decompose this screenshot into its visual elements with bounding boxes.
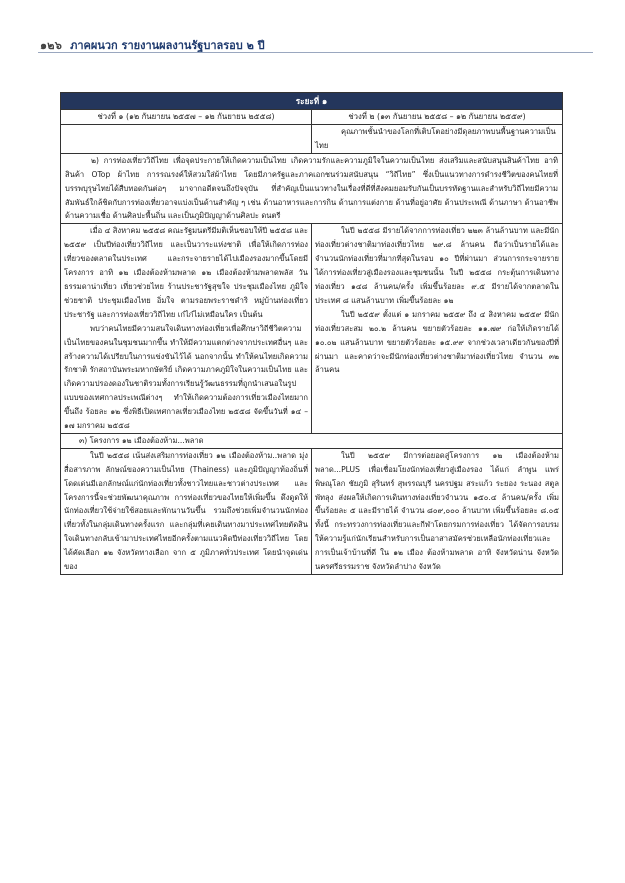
- period1-header: ช่วงที่ ๑ (๑๒ กันยายน ๒๕๕๗ – ๑๒ กันยายน ๒๕๕๘): [61, 110, 312, 125]
- item3-col1-para1: ในปี ๒๕๕๘ เน้นส่งเสริมการท่องเที่ยว ๑๒ เมืองต้องห้าม..พลาด มุ่งสื่อสารภาพ ลักษณ์ของความเป็นไทย (Thainess) และภูมิปัญญาท้องถิ่นที่โดดเด่นมีเอกลักษณ์แก่นักท่องเที่ยวทั้งชาวไทยและชาวต่างประเทศ และโครงการนี้จะช่วยพัฒนาคุณภาพ การท่องเที่ยวของไทยให้เพิ่มขึ้น ดึงดูดให้นักท่องเที่ยวใช้จ่ายใช้สอยและพักนานวันขึ้น รวมถึงช่วยเพิ่มจำนวนนักท่องเที่ยวทั้งในกลุ่มเดินทางครั้งแรก และกลุ่มที่เคยเดินทางมาประเทศไทยตัดสินใจเดินทางกลับเข้ามาประเทศไทยอีกครั้งตามแนวคิดปีท่องเที่ยววิถีไทย โดยได้คัดเลือก ๑๒ จังหวัดทางเลือก จาก ๕ ภูมิภาคทั่วประเทศ โดยนำจุดเด่นของ: [64, 450, 308, 572]
- row1-col1-cell: [61, 125, 312, 154]
- item2-col1-para1: เมื่อ ๔ สิงหาคม ๒๕๕๘ คณะรัฐมนตรีมีมติเห็นชอบให้ปี ๒๕๕๘ และ ๒๕๕๙ เป็นปีท่องเที่ยววิถีไทย และเป็นวาระแห่งชาติ เพื่อให้เกิดการท่องเที่ยวของตลาดในประเทศ และกระจายรายได้ไปเมืองรองมากขึ้นโดยมีโครงการ อาทิ ๑๒ เมืองต้องห้ามพลาด ๑๒ เมืองต้องห้ามพลาดพลัส วันธรรมดาน่าเที่ยว เที่ยวช่วยไทย ร้านประชารัฐสุขใจ ประชุมเมืองไทย ภูมิใจช่วยชาติ ประชุมเมืองไทย อิ่มใจ ตามรอยพระราชดำริ หมู่บ้านท่องเที่ยวประชารัฐ และการท่องเที่ยววิถีไทย เก๋ไก๋ไม่เหมือนใคร เป็นต้น: [64, 226, 308, 319]
- row1-col2-text: คุณภาพชั้นนำของโลกที่เติบโตอย่างมีดุลยภาพบนพื้นฐานความเป็นไทย: [315, 127, 556, 150]
- row1-col2-cell: [312, 125, 563, 154]
- item2-heading-cell: [61, 153, 563, 224]
- page-number: ๑๒๖: [40, 39, 63, 52]
- item3-col2-para1: ในปี ๒๕๕๙ มีการต่อยอดสู่โครงการ ๑๒ เมืองต้องห้ามพลาด...PLUS เพื่อเชื่อมโยงนักท่องเที่ยวสู่เมืองรอง ได้แก่ ลำพูน แพร่ พิษณุโลก ชัยภูมิ สุรินทร์ สุพรรณบุรี นครปฐม สระแก้ว ระยอง ระนอง สตูล พัทลุง ส่งผลให้เกิดการเดินทางท่องเที่ยวจำนวน ๑๕๐.๔ ล้านคน/ครั้ง เพิ่มขึ้นร้อยละ ๕ และมีรายได้ จำนวน ๘๐๙,๐๐๐ ล้านบาท เพิ่มขึ้นร้อยละ ๘.๐๕ ทั้งนี้ กระทรวงการท่องเที่ยวและกีฬาโดยกรมการท่องเที่ยว ได้จัดการอบรมให้ความรู้แก่นักเรียนสำหรับการเป็นอาสาสมัครช่วยเหลือนักท่องเที่ยวและการเป็นเจ้าบ้านที่ดี ใน ๑๒ เมือง ต้องห้ามพลาด อาทิ จังหวัดน่าน จังหวัดนครศรีธรรมราช จังหวัดลำปาง จังหวัด: [315, 450, 559, 572]
- header-divider: [38, 52, 593, 53]
- item3-heading-cell: [61, 433, 563, 448]
- item2-col2-para1: ในปี ๒๕๕๘ มีรายได้จากการท่องเที่ยว ๒๒๓ ล้านล้านบาท และมีนักท่องเที่ยวต่างชาติมาท่องเที่ยวไทย ๒๙.๘ ล้านคน ถือว่าเป็นรายได้และจำนวนนักท่องเที่ยวที่มากที่สุดในรอบ ๑๐ ปีที่ผ่านมา ส่วนการกระจายรายได้การท่องเที่ยวสู่เมืองรองและชุมชนนั้น ในปี ๒๕๕๘ กระตุ้นการเดินทางท่องเที่ยว ๑๔๘ ล้านคน/ครั้ง เพิ่มขึ้นร้อยละ ๙.๕ มีรายได้จากตลาดในประเทศ ๘ แสนล้านบาท เพิ่มขึ้นร้อยละ ๑๒: [315, 226, 559, 305]
- item3-col2-cell: [312, 448, 563, 574]
- item2-col1-para2: พบว่าคนไทยมีความสนใจเดินทางท่องเที่ยวเพื่อศึกษาวิถีชีวิตความเป็นไทยของคนในชุมชนมากขึ้น ทำให้มีความแตกต่างจากประเทศอื่นๆ และสร้างความได้เปรียบในการแข่งขันไว้ได้ นอกจากนั้น ทำให้คนไทยเกิดความรักชาติ รักสถาบันพระมหากษัตริย์ เกิดความภาคภูมิใจในความเป็นไทย และเกิดความปรองดองในชาติรวมทั้งการเรียนรู้วัฒนธรรมที่ถูกนำเสนอในรูปแบบของเทศกาลประเพณีต่างๆ ทำให้เกิดความต้องการเที่ยวเมืองไทยมากขึ้นถึง ร้อยละ ๑๒ ซึ่งพิธีเปิดเทศกาลเที่ยวเมืองไทย ๒๕๕๘ จัดขึ้นวันที่ ๑๔ – ๑๗ มกราคม ๒๕๕๘: [64, 323, 308, 431]
- results-table: [60, 92, 563, 575]
- header-title: ภาคผนวก รายงานผลงานรัฐบาลรอบ ๒ ปี: [70, 39, 265, 52]
- item3-col1-cell: [61, 448, 312, 574]
- item2-text: ๒) การท่องเที่ยววิถีไทย เพื่อจุดประกายให้เกิดความเป็นไทย เกิดความรักและความภูมิใจในความเป็นไทย ส่งเสริมและสนับสนุนสินค้าไทย อาทิ สินค้า OTop ผ้าไทย การรณรงค์ให้สวมใส่ผ้าไทย โดยมีภาครัฐและภาคเอกชนร่วมสนับสนุน “วิถีไทย” ซึ่งเป็นแนวทางการดำรงชีวิตของคนไทยที่บรรพบุรุษไทยได้สืบทอดกันต่อๆ มาจากอดีตจนถึงปัจจุบัน ที่สำคัญเป็นแนวทางในเรื่องที่ดีที่สังคมยอมรับกันเป็นบรรทัดฐานและสำหรับวิถีไทยมีความสัมพันธ์ใกล้ชิดกับการท่องเที่ยวอาจแบ่งเป็นด้านสำคัญ ๆ เช่น ด้านอาหารและการกิน ด้านการแต่งกาย ด้านที่อยู่อาศัย ด้านประเพณี ด้านภาษา ด้านอาชีพ ด้านความเชื่อ ด้านศิลปะพื้นถิ่น และเป็นภูมิปัญญาด้านศิลปะ ดนตรี: [65, 155, 558, 221]
- page-header: [0, 0, 625, 80]
- item3-text: ๓) โครงการ ๑๒ เมืองต้องห้าม...พลาด: [79, 435, 204, 445]
- period2-header: ช่วงที่ ๒ (๑๓ กันยายน ๒๕๕๘ – ๑๒ กันยายน ๒๕๕๙): [312, 110, 563, 125]
- item2-col2-cell: [312, 224, 563, 434]
- phase-title: ระยะที่ ๑: [61, 93, 563, 110]
- item2-col1-cell: [61, 224, 312, 434]
- item2-col2-para2: ในปี ๒๕๕๙ ตั้งแต่ ๑ มกราคม ๒๕๕๙ ถึง ๔ สิงหาคม ๒๕๕๙ มีนักท่องเที่ยวสะสม ๒๐.๒ ล้านคน ขยายตัวร้อยละ ๑๑.๗๙ ก่อให้เกิดรายได้ ๑๐.๐๒ แสนล้านบาท ขยายตัวร้อยละ ๑๕.๙๙ จากช่วงเวลาเดียวกันของปีที่ผ่านมา และคาดว่าจะมีนักท่องเที่ยวต่างชาติมาท่องเที่ยวไทย จำนวน ๓๒ ล้านคน: [315, 309, 559, 375]
